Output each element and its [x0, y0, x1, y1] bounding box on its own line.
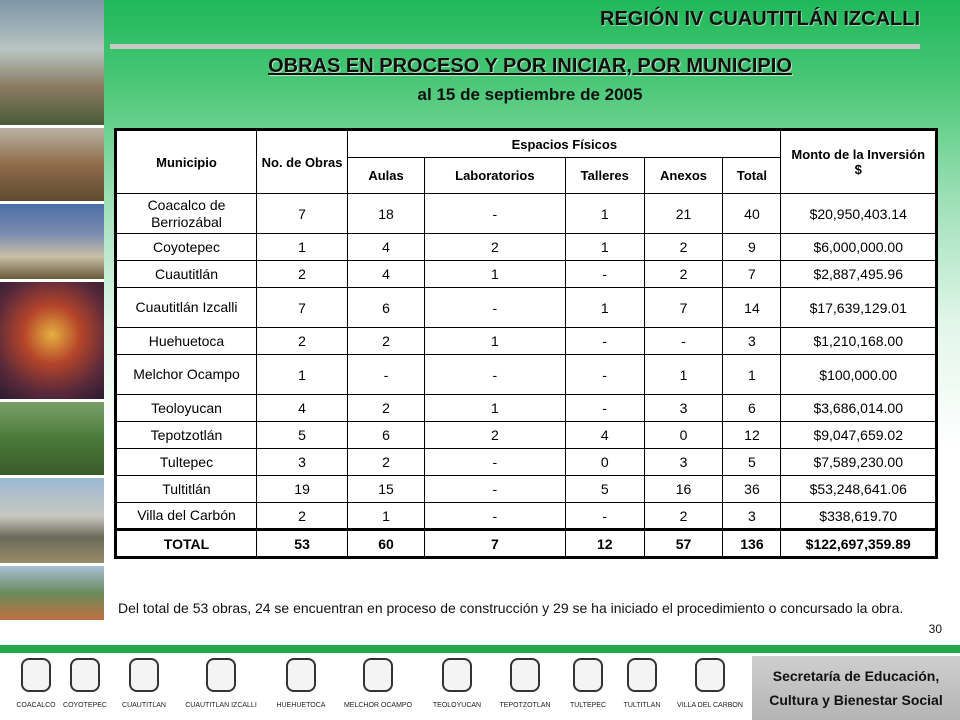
- table-row: [116, 234, 937, 261]
- cell-aulas: 2: [348, 395, 425, 422]
- cell-municipio: Tultepec: [116, 449, 257, 476]
- cell-laboratorios: -: [424, 355, 565, 395]
- cell-anexos: 2: [644, 234, 723, 261]
- cell-total-total: 136: [723, 530, 781, 558]
- cell-aulas: 15: [348, 476, 425, 503]
- cell-talleres: -: [565, 395, 644, 422]
- cell-anexos: 2: [644, 261, 723, 288]
- cell-laboratorios: -: [424, 476, 565, 503]
- cell-anexos: 16: [644, 476, 723, 503]
- header-obras: No. de Obras: [256, 130, 347, 194]
- cell-monto: $100,000.00: [781, 355, 937, 395]
- cell-talleres: 1: [565, 288, 644, 328]
- cell-monto: $338,619.70: [781, 503, 937, 530]
- cell-monto: $6,000,000.00: [781, 234, 937, 261]
- cell-municipio: Villa del Carbón: [116, 503, 257, 530]
- cell-anexos: -: [644, 328, 723, 355]
- logo-label: VILLA DEL CARBON: [677, 702, 743, 709]
- church-photo: [0, 0, 104, 128]
- cuautitlan-izcalli-icon: [206, 658, 236, 692]
- table-row: [116, 395, 937, 422]
- cell-municipio: Melchor Ocampo: [116, 355, 257, 395]
- cell-obras: 2: [256, 503, 347, 530]
- cell-total-obras: 53: [256, 530, 347, 558]
- logo-cuautitlan-izcalli: [176, 658, 266, 709]
- municipio-logos: [0, 658, 752, 720]
- cell-total: 7: [723, 261, 781, 288]
- cell-municipio: Coacalco de Berriozábal: [116, 194, 257, 234]
- cell-anexos: 3: [644, 395, 723, 422]
- logo-label: TULTITLAN: [623, 702, 661, 709]
- cell-total: 3: [723, 503, 781, 530]
- cell-obras: 1: [256, 355, 347, 395]
- header-monto-unit: $: [854, 162, 862, 177]
- cell-monto: $3,686,014.00: [781, 395, 937, 422]
- table-row: [116, 328, 937, 355]
- coacalco-icon: [21, 658, 51, 692]
- cell-total: 9: [723, 234, 781, 261]
- cell-aulas: 4: [348, 261, 425, 288]
- logo-cuautitlan: [116, 658, 172, 709]
- cell-anexos: 0: [644, 422, 723, 449]
- tepotzotlan-icon: [510, 658, 540, 692]
- cell-obras: 1: [256, 234, 347, 261]
- tultepec-icon: [573, 658, 603, 692]
- table-row: [116, 288, 937, 328]
- cell-laboratorios: -: [424, 194, 565, 234]
- header-laboratorios: Laboratorios: [424, 158, 565, 194]
- secretaria-line2: Cultura y Bienestar Social: [769, 692, 943, 708]
- cell-total-aulas: 60: [348, 530, 425, 558]
- cell-talleres: 5: [565, 476, 644, 503]
- header-talleres: Talleres: [565, 158, 644, 194]
- logo-tultepec: [562, 658, 614, 709]
- cell-talleres: -: [565, 355, 644, 395]
- melchor-ocampo-icon: [363, 658, 393, 692]
- cell-total: 12: [723, 422, 781, 449]
- cell-total: 6: [723, 395, 781, 422]
- cell-anexos: 3: [644, 449, 723, 476]
- cell-talleres: 1: [565, 234, 644, 261]
- footnote: Del total de 53 obras, 24 se encuentran en proceso de construcción y 29 se ha iniciado el procedimiento o concursado la obra.: [118, 600, 904, 616]
- header-rule: [110, 44, 920, 49]
- cell-anexos: 21: [644, 194, 723, 234]
- page-title: OBRAS EN PROCESO Y POR INICIAR, POR MUNICIPIO: [268, 55, 792, 77]
- cell-total: 14: [723, 288, 781, 328]
- cell-obras: 3: [256, 449, 347, 476]
- trees-photo: [0, 402, 104, 478]
- photo-strip: [0, 0, 104, 620]
- cell-total-label: TOTAL: [116, 530, 257, 558]
- cell-municipio: Tepotzotlán: [116, 422, 257, 449]
- logo-label: MELCHOR OCAMPO: [343, 702, 413, 709]
- cell-laboratorios: -: [424, 503, 565, 530]
- cell-anexos: 7: [644, 288, 723, 328]
- cell-municipio: Coyotepec: [116, 234, 257, 261]
- cell-total: 1: [723, 355, 781, 395]
- cell-municipio: Cuautitlán: [116, 261, 257, 288]
- logo-label: COYOTEPEC: [63, 702, 107, 709]
- header-aulas: Aulas: [348, 158, 425, 194]
- cell-laboratorios: 2: [424, 234, 565, 261]
- cell-municipio: Teoloyucan: [116, 395, 257, 422]
- header-monto: [781, 130, 937, 194]
- cell-total: 40: [723, 194, 781, 234]
- cell-obras: 7: [256, 288, 347, 328]
- obras-table: [114, 128, 938, 559]
- cell-aulas: 2: [348, 449, 425, 476]
- cell-monto: $1,210,168.00: [781, 328, 937, 355]
- page-subtitle: al 15 de septiembre de 2005: [417, 85, 643, 104]
- altar-photo: [0, 282, 104, 402]
- logo-label: TULTEPEC: [569, 702, 607, 709]
- ruins-photo: [0, 478, 104, 566]
- coyotepec-icon: [70, 658, 100, 692]
- landscape-photo: [0, 566, 104, 620]
- cell-laboratorios: -: [424, 288, 565, 328]
- huehuetoca-icon: [286, 658, 316, 692]
- cell-obras: 2: [256, 261, 347, 288]
- cell-monto: $7,589,230.00: [781, 449, 937, 476]
- logo-coyotepec: [58, 658, 112, 709]
- table-row: [116, 194, 937, 234]
- cell-total-monto: $122,697,359.89: [781, 530, 937, 558]
- table-row: [116, 422, 937, 449]
- cell-total: 5: [723, 449, 781, 476]
- totals-row: [116, 530, 937, 558]
- cell-laboratorios: 1: [424, 261, 565, 288]
- cell-monto: $17,639,129.01: [781, 288, 937, 328]
- header-anexos: Anexos: [644, 158, 723, 194]
- cell-talleres: -: [565, 503, 644, 530]
- logo-label: HUEHUETOCA: [276, 702, 326, 709]
- teoloyucan-icon: [442, 658, 472, 692]
- cell-obras: 7: [256, 194, 347, 234]
- cell-anexos: 2: [644, 503, 723, 530]
- cell-aulas: 6: [348, 422, 425, 449]
- cell-aulas: 6: [348, 288, 425, 328]
- logo-label: COACALCO: [16, 702, 56, 709]
- cell-monto: $9,047,659.02: [781, 422, 937, 449]
- region-title: REGIÓN IV CUAUTITLÁN IZCALLI: [600, 8, 920, 30]
- cell-talleres: 1: [565, 194, 644, 234]
- cuautitlan-icon: [129, 658, 159, 692]
- cell-talleres: -: [565, 328, 644, 355]
- cell-total: 36: [723, 476, 781, 503]
- cell-monto: $53,248,641.06: [781, 476, 937, 503]
- logo-label: CUAUTITLAN: [122, 702, 166, 709]
- tultitlan-icon: [627, 658, 657, 692]
- logo-label: TEPOTZOTLAN: [499, 702, 551, 709]
- page-number: 30: [928, 622, 942, 636]
- villa-del-carbon-icon: [695, 658, 725, 692]
- cell-aulas: -: [348, 355, 425, 395]
- table-row: [116, 449, 937, 476]
- cell-municipio: Cuautitlán Izcalli: [116, 288, 257, 328]
- cell-talleres: -: [565, 261, 644, 288]
- cell-aulas: 2: [348, 328, 425, 355]
- cell-talleres: 4: [565, 422, 644, 449]
- cell-laboratorios: -: [424, 449, 565, 476]
- cell-laboratorios: 1: [424, 328, 565, 355]
- logo-tepotzotlan: [492, 658, 558, 709]
- table-row: [116, 503, 937, 530]
- secretaria-line1: Secretaría de Educación,: [772, 668, 940, 684]
- cell-total-anexos: 57: [644, 530, 723, 558]
- logo-tultitlan: [616, 658, 668, 709]
- header-monto-label: Monto de la Inversión: [791, 147, 926, 162]
- cell-municipio: Huehuetoca: [116, 328, 257, 355]
- cell-total: 3: [723, 328, 781, 355]
- cell-anexos: 1: [644, 355, 723, 395]
- header-total: Total: [723, 158, 781, 194]
- cell-monto: $2,887,495.96: [781, 261, 937, 288]
- header-espacios: Espacios Físicos: [348, 130, 781, 158]
- cell-talleres: 0: [565, 449, 644, 476]
- logo-melchor-ocampo: [338, 658, 418, 709]
- table-row: [116, 355, 937, 395]
- footer-band: [0, 645, 960, 653]
- cell-obras: 2: [256, 328, 347, 355]
- logo-villa-del-carbon: [670, 658, 750, 709]
- logo-huehuetoca: [268, 658, 334, 709]
- table-row: [116, 476, 937, 503]
- logo-teoloyucan: [422, 658, 492, 709]
- cell-laboratorios: 2: [424, 422, 565, 449]
- cell-total-laboratorios: 7: [424, 530, 565, 558]
- cell-aulas: 18: [348, 194, 425, 234]
- cell-obras: 19: [256, 476, 347, 503]
- cell-aulas: 4: [348, 234, 425, 261]
- logo-coacalco: [14, 658, 58, 709]
- secretaria-block: [752, 656, 960, 720]
- cell-laboratorios: 1: [424, 395, 565, 422]
- cell-obras: 4: [256, 395, 347, 422]
- header-municipio: Municipio: [116, 130, 257, 194]
- cell-total-talleres: 12: [565, 530, 644, 558]
- table-row: [116, 261, 937, 288]
- arcade-photo: [0, 128, 104, 204]
- cell-monto: $20,950,403.14: [781, 194, 937, 234]
- cell-aulas: 1: [348, 503, 425, 530]
- logo-label: TEOLOYUCAN: [432, 702, 482, 709]
- logo-label: CUAUTITLAN IZCALLI: [185, 702, 257, 709]
- kiosk-photo: [0, 204, 104, 282]
- cell-obras: 5: [256, 422, 347, 449]
- cell-municipio: Tultitlán: [116, 476, 257, 503]
